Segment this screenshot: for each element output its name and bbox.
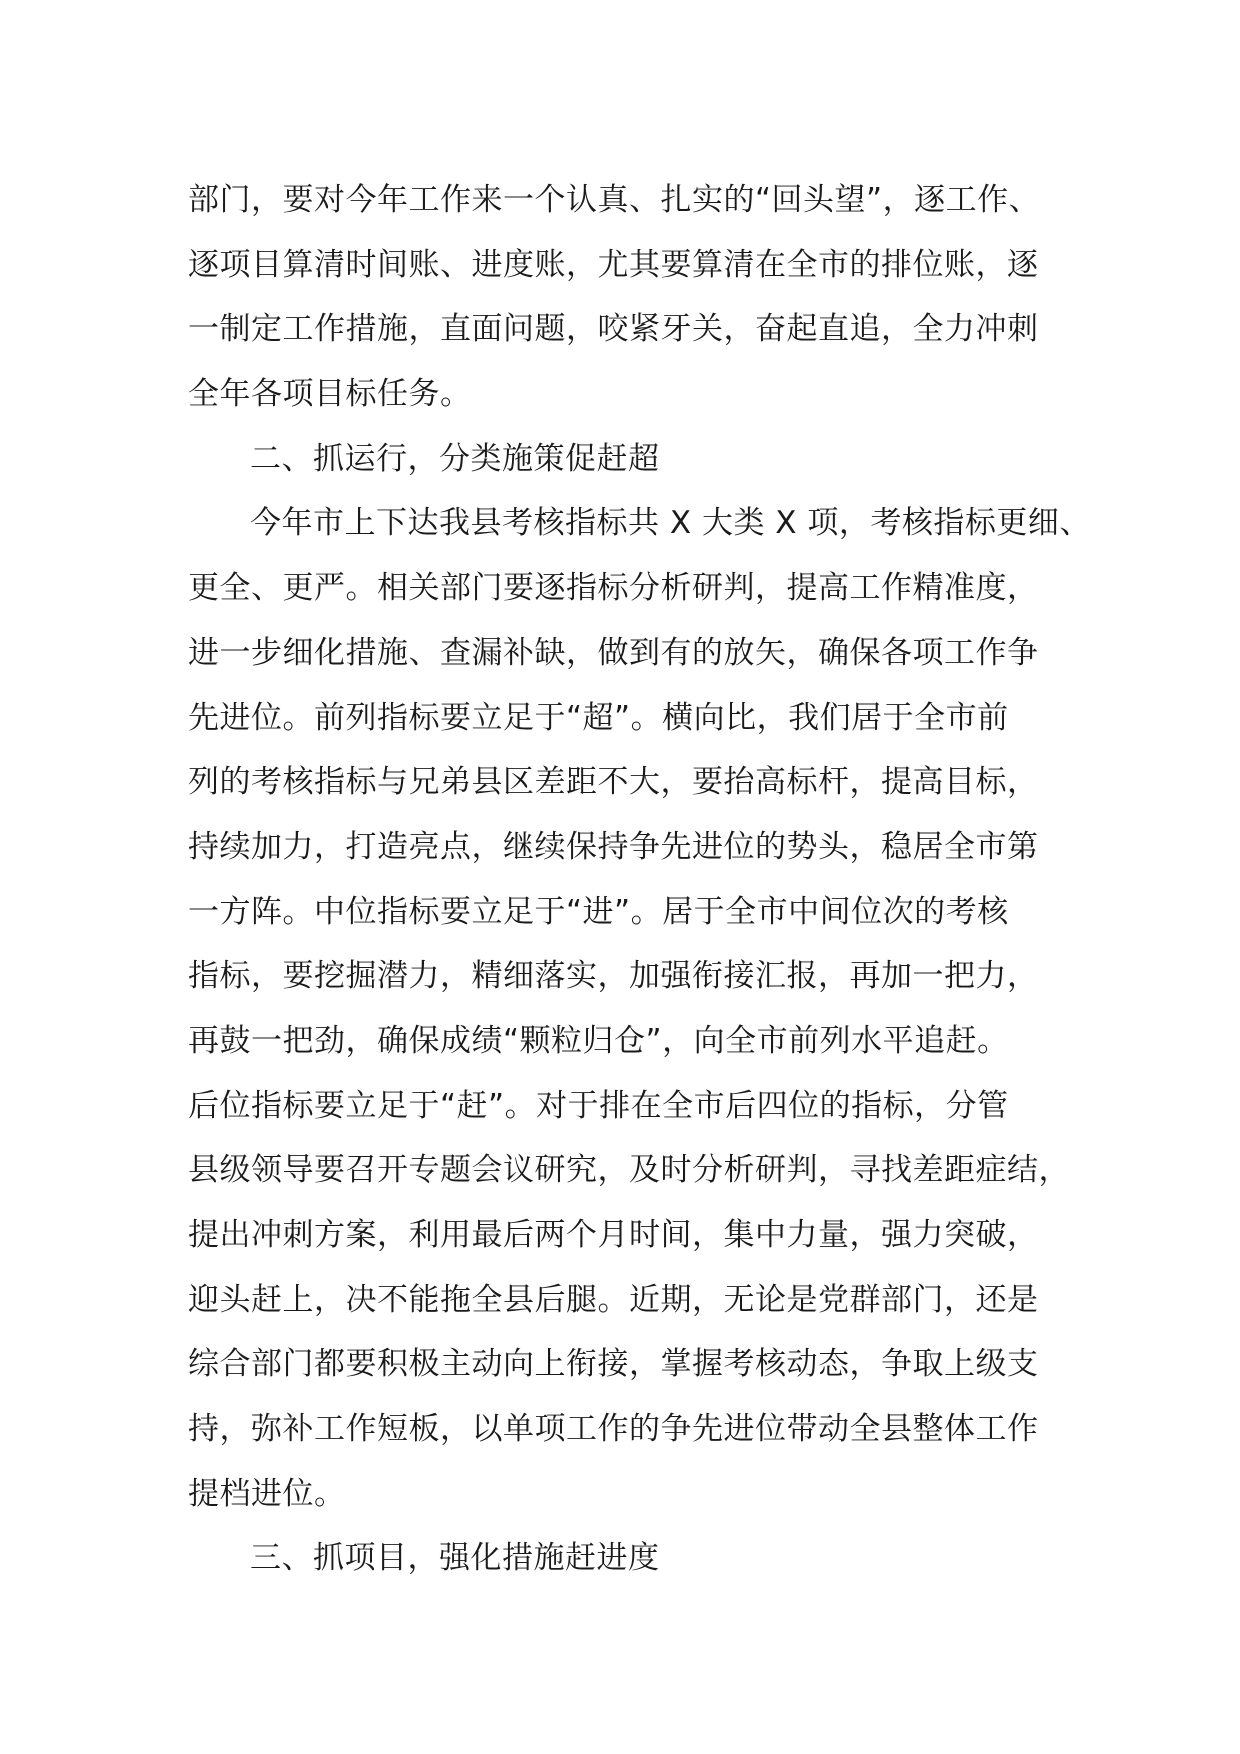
paragraph-line: 一制定工作措施，直面问题，咬紧牙关，奋起直追，全力冲刺 xyxy=(188,311,1039,348)
section-heading-3: 三、抓项目，强化措施赶进度 xyxy=(250,1540,660,1577)
paragraph-line: 迎头赶上，决不能拖全县后腿。近期，无论是党群部门，还是 xyxy=(188,1281,1039,1318)
paragraph-line: 一方阵。中位指标要立足于“进”。居于全市中间位次的考核 xyxy=(188,893,1009,930)
paragraph-line: 列的考核指标与兄弟县区差距不大，要抬高标杆，提高目标， xyxy=(188,764,1039,801)
paragraph-line: 县级领导要召开专题会议研究，及时分析研判，寻找差距症结， xyxy=(188,1152,1070,1189)
paragraph-line: 今年市上下达我县考核指标共 X 大类 X 项，考核指标更细、 xyxy=(250,505,1091,542)
document-body xyxy=(188,168,1091,1591)
paragraph-line: 指标，要挖掘潜力，精细落实，加强衔接汇报，再加一把力， xyxy=(188,958,1039,995)
paragraph-line: 再鼓一把劲，确保成绩“颗粒归仓”，向全市前列水平追赶。 xyxy=(188,1022,1009,1059)
paragraph-line: 提出冲刺方案，利用最后两个月时间，集中力量，强力突破， xyxy=(188,1217,1039,1253)
paragraph-line: 先进位。前列指标要立足于“超”。横向比，我们居于全市前 xyxy=(188,699,1009,736)
paragraph-line: 后位指标要立足于“赶”。对于排在全市后四位的指标，分管 xyxy=(188,1087,1009,1124)
paragraph-line: 持，弥补工作短板，以单项工作的争先进位带动全县整体工作 xyxy=(188,1411,1039,1448)
paragraph-line: 综合部门都要积极主动向上衔接，掌握考核动态，争取上级支 xyxy=(188,1346,1039,1383)
paragraph-line: 更全、更严。相关部门要逐指标分析研判，提高工作精准度， xyxy=(188,570,1039,607)
section-heading-2: 二、抓运行，分类施策促赶超 xyxy=(250,440,660,477)
paragraph-line: 进一步细化措施、查漏补缺，做到有的放矢，确保各项工作争 xyxy=(188,634,1039,671)
paragraph-line: 持续加力，打造亮点，继续保持争先进位的势头，稳居全市第 xyxy=(188,828,1039,865)
paragraph-line: 逐项目算清时间账、进度账，尤其要算清在全市的排位账，逐 xyxy=(188,246,1039,283)
paragraph-line: 全年各项目标任务。 xyxy=(188,376,472,413)
paragraph-line: 部门，要对今年工作来一个认真、扎实的“回头望”，逐工作、 xyxy=(188,182,1041,218)
paragraph-line: 提档进位。 xyxy=(188,1475,346,1512)
